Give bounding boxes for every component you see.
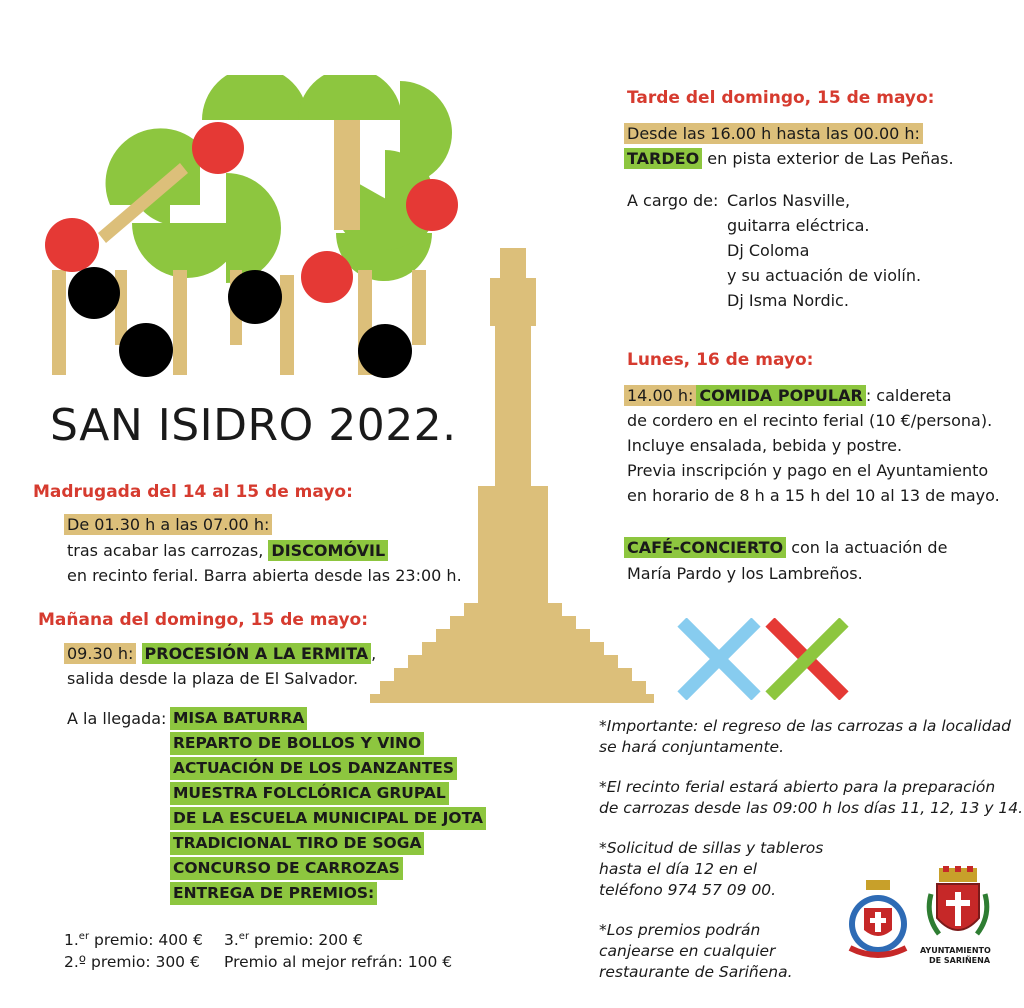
arrival-item: CONCURSO DE CARROZAS xyxy=(170,857,403,880)
lunes-line: Previa inscripción y pago en el Ayuntamiento xyxy=(627,461,989,480)
procesion-badge: PROCESIÓN A LA ERMITA xyxy=(142,643,372,664)
note-line: *El recinto ferial estará abierto para la preparación xyxy=(599,778,996,796)
tarde-heading: Tarde del domingo, 15 de mayo: xyxy=(627,88,935,108)
madrugada-line2-text: tras acabar las carrozas, xyxy=(67,541,264,560)
note-line: canjearse en cualquier xyxy=(599,942,776,960)
lunes-line: en horario de 8 h a 15 h del 10 al 13 de mayo. xyxy=(627,486,1000,505)
tarde-time-line xyxy=(624,121,923,146)
lunes-lines xyxy=(627,408,1000,508)
ayuntamiento-label-2: DE SARIÑENA xyxy=(929,956,991,965)
note-sillas xyxy=(599,838,823,901)
prize-3-text: premio: 200 € xyxy=(249,931,363,950)
madrugada-time-line xyxy=(64,512,272,537)
note-line: *Solicitud de sillas y tableros xyxy=(599,839,824,857)
madrugada-line2 xyxy=(67,538,388,563)
note-line: de carrozas desde las 09:00 h los días 11, 12, 13 y 14. xyxy=(599,799,1024,817)
fiesta-emblem-logo xyxy=(846,878,910,960)
discomovil-badge: DISCOMÓVIL xyxy=(268,540,388,561)
note-line: se hará conjuntamente. xyxy=(599,738,785,756)
lunes-time: 14.00 h: xyxy=(624,385,696,406)
arrival-item: REPARTO DE BOLLOS Y VINO xyxy=(170,732,424,755)
prize-4: Premio al mejor refrán: 100 € xyxy=(224,953,453,971)
tarde-event-suffix: en pista exterior de Las Peñas. xyxy=(702,149,954,168)
prize-1-sup: er xyxy=(78,931,90,942)
arrival-label: A la llegada: xyxy=(67,709,167,728)
note-important xyxy=(599,716,1011,758)
cargo-line: Dj Coloma xyxy=(727,241,810,260)
ayuntamiento-label-1: AYUNTAMIENTO xyxy=(920,946,991,955)
lunes-event-suffix: : caldereta xyxy=(865,386,952,405)
arrival-item: TRADICIONAL TIRO DE SOGA xyxy=(170,832,424,855)
cafe-badge: CAFÉ-CONCIERTO xyxy=(624,537,786,558)
prize-1 xyxy=(64,925,203,952)
manana-heading: Mañana del domingo, 15 de mayo: xyxy=(38,610,369,630)
manana-line2: salida desde la plaza de El Salvador. xyxy=(67,669,359,688)
madrugada-time: De 01.30 h a las 07.00 h: xyxy=(64,514,272,535)
cargo-label: A cargo de: xyxy=(627,191,719,210)
note-line: teléfono 974 57 09 00. xyxy=(599,881,777,899)
prize-2: 2.º premio: 300 € xyxy=(64,953,200,971)
arrival-item: DE LA ESCUELA MUNICIPAL DE JOTA xyxy=(170,807,486,830)
arrival-item: ACTUACIÓN DE LOS DANZANTES xyxy=(170,757,457,780)
ayuntamiento-shield-logo xyxy=(925,866,991,944)
cargo-line: Carlos Nasville, xyxy=(727,191,851,210)
tardeo-badge: TARDEO xyxy=(624,148,702,169)
prize-3 xyxy=(224,925,363,952)
cargo-list xyxy=(727,188,921,313)
lunes-line: Incluye ensalada, bebida y postre. xyxy=(627,436,903,455)
cargo-line: guitarra eléctrica. xyxy=(727,216,870,235)
lunes-event-line xyxy=(624,383,952,408)
cargo-line: y su actuación de violín. xyxy=(727,266,922,285)
page-title: SAN ISIDRO 2022. xyxy=(50,400,457,451)
note-premios xyxy=(599,920,793,983)
arrival-item: MUESTRA FOLCLÓRICA GRUPAL xyxy=(170,782,449,805)
note-line: *Importante: el regreso de las carrozas a la localidad xyxy=(599,717,1011,735)
cargo-line: Dj Isma Nordic. xyxy=(727,291,849,310)
note-recinto xyxy=(599,777,1023,819)
lunes-line: de cordero en el recinto ferial (10 €/persona). xyxy=(627,411,993,430)
comida-badge: COMIDA POPULAR xyxy=(696,385,865,406)
manana-event-line xyxy=(64,641,376,666)
prize-3-num: 3. xyxy=(224,931,239,950)
lunes-heading: Lunes, 16 de mayo: xyxy=(627,350,814,370)
note-line: hasta el día 12 en el xyxy=(599,860,758,878)
prize-3-sup: er xyxy=(238,931,250,942)
arrival-item: ENTREGA DE PREMIOS: xyxy=(170,882,377,905)
arrival-item: MISA BATURRA xyxy=(170,707,307,730)
manana-event-suffix: , xyxy=(371,644,377,663)
madrugada-line3: en recinto ferial. Barra abierta desde las 23:00 h. xyxy=(67,566,462,585)
madrugada-heading: Madrugada del 14 al 15 de mayo: xyxy=(33,482,353,502)
cross-monument-graphic xyxy=(370,248,660,708)
prize-1-text: premio: 400 € xyxy=(89,931,203,950)
tarde-time: Desde las 16.00 h hasta las 00.00 h: xyxy=(624,123,923,144)
cafe-line xyxy=(624,535,947,560)
prize-1-num: 1. xyxy=(64,931,79,950)
tarde-event-line xyxy=(624,146,954,171)
xx-graphic xyxy=(676,618,851,700)
cafe-suffix: con la actuación de xyxy=(786,538,948,557)
arrival-list xyxy=(170,707,486,907)
note-line: *Los premios podrán xyxy=(599,921,761,939)
cafe-line2: María Pardo y los Lambreños. xyxy=(627,564,863,583)
note-line: restaurante de Sariñena. xyxy=(599,963,793,981)
manana-time: 09.30 h: xyxy=(64,643,136,664)
